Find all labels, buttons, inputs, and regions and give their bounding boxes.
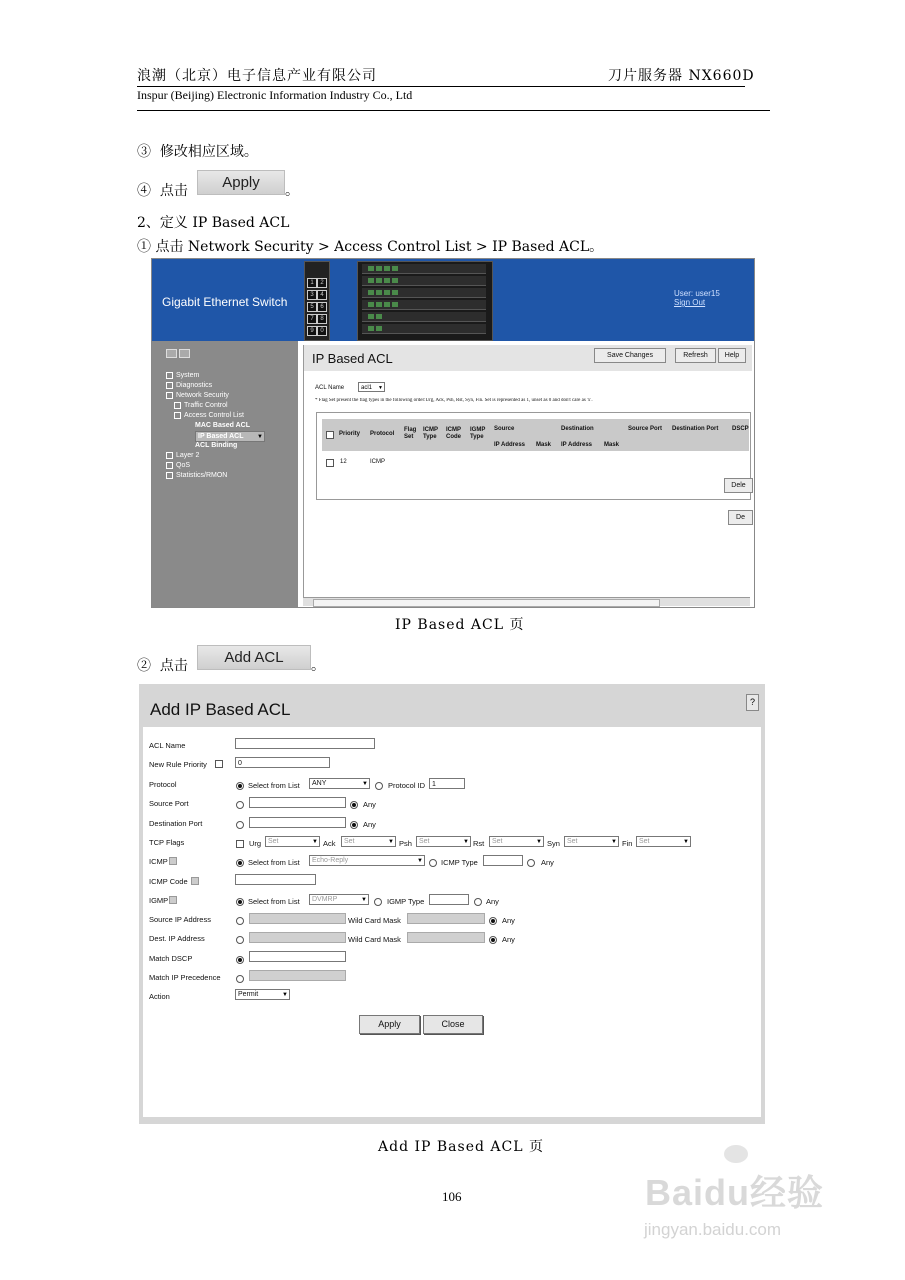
nav-mac-based-acl[interactable]: MAC Based ACL	[195, 422, 250, 429]
collapse-all-icon[interactable]	[179, 349, 190, 358]
nav-network-security[interactable]: Network Security	[166, 391, 229, 401]
header-company-en: Inspur (Beijing) Electronic Information Industry Co., Ltd	[137, 88, 413, 102]
caption-ip-based-acl: IP Based ACL 页	[395, 617, 525, 633]
col-destination-port: Destination Port	[672, 426, 719, 432]
flag-fin-select[interactable]: Set ▼	[636, 836, 691, 847]
dialog-title: Add IP Based ACL	[150, 700, 291, 719]
match-dscp-radio[interactable]	[236, 956, 244, 964]
protocol-id-input[interactable]: 1	[429, 778, 465, 789]
flag-rst-label: Rst	[473, 839, 485, 848]
flag-urg-label: Urg	[249, 839, 262, 848]
icmp-code-checkbox[interactable]	[191, 877, 199, 885]
dest-ip-any: Any	[502, 935, 515, 944]
col-protocol: Protocol	[370, 431, 395, 437]
source-port-input[interactable]	[249, 797, 346, 808]
tcp-flags-label: TCP Flags	[149, 838, 185, 847]
igmp-any: Any	[486, 897, 499, 906]
add-ip-based-acl-screenshot	[139, 684, 765, 1124]
source-ip-radio[interactable]	[236, 917, 244, 925]
source-wildcard-label: Wild Card Mask	[348, 916, 401, 925]
scroll-thumb[interactable]	[313, 599, 660, 607]
match-ip-precedence-radio[interactable]	[236, 975, 244, 983]
step-2: ② 点击	[137, 658, 188, 674]
watermark-url: jingyan.baidu.com	[644, 1220, 782, 1239]
igmp-label: IGMP	[149, 896, 169, 905]
save-changes-button[interactable]: Save Changes	[594, 348, 666, 363]
protocol-id-radio[interactable]	[375, 782, 383, 790]
col-dest-mask: Mask	[604, 442, 620, 448]
source-port-radio[interactable]	[236, 801, 244, 809]
flag-fin-label: Fin	[622, 839, 633, 848]
sidebar	[152, 341, 298, 607]
user-label: User: user15	[674, 289, 720, 298]
icmp-any-radio[interactable]	[527, 859, 535, 867]
nav-statistics-rmon[interactable]: Statistics/RMON	[166, 471, 227, 481]
nav-system[interactable]: System	[166, 371, 199, 381]
priority-input[interactable]: 0	[235, 757, 330, 768]
plus-icon	[166, 452, 173, 459]
header-divider	[137, 86, 745, 87]
switch-device-image: 1 2 3 4 5 6 7 8 9 0	[304, 261, 330, 341]
dest-ip-any-radio[interactable]	[489, 936, 497, 944]
horizontal-scrollbar[interactable]	[303, 597, 750, 606]
flag-syn-label: Syn	[547, 839, 560, 848]
source-wildcard-input[interactable]	[407, 913, 485, 924]
header-rule	[137, 110, 770, 111]
match-ip-precedence-input[interactable]	[249, 970, 346, 981]
igmp-type-radio[interactable]	[374, 898, 382, 906]
destination-port-radio[interactable]	[236, 821, 244, 829]
source-port-label: Source Port	[149, 799, 189, 808]
refresh-button[interactable]: Refresh	[675, 348, 716, 363]
header-company-cn: 浪潮（北京）电子信息产业有限公司	[137, 68, 377, 84]
minus-icon	[174, 412, 181, 419]
icmp-select-from-list: Select from List	[248, 858, 300, 867]
destination-port-input[interactable]	[249, 817, 346, 828]
row-checkbox[interactable]	[326, 459, 334, 467]
acl-name-label: ACL Name	[149, 741, 186, 750]
acl-name-input[interactable]	[235, 738, 375, 749]
acl-name-select[interactable]: acl1 ▼	[358, 382, 385, 392]
destination-port-any-radio[interactable]	[350, 821, 358, 829]
flag-urg-select[interactable]: Set ▼	[265, 836, 320, 847]
col-source-ip: IP Address	[494, 442, 526, 448]
col-icmp-type: ICMP Type	[423, 427, 438, 440]
source-port-any-radio[interactable]	[350, 801, 358, 809]
caption-add-ip-based-acl: Add IP Based ACL 页	[378, 1139, 544, 1155]
nav-qos[interactable]: QoS	[166, 461, 190, 471]
header-product: 刀片服务器 NX660D	[608, 68, 755, 84]
match-dscp-input[interactable]	[249, 951, 346, 962]
flag-rst-select[interactable]: Set ▼	[489, 836, 544, 847]
watermark-brand: Baidu经验	[645, 1172, 825, 1213]
tcp-flags-checkbox[interactable]	[236, 840, 244, 848]
flag-syn-select[interactable]: Set ▼	[564, 836, 619, 847]
col-destination: Destination	[561, 426, 594, 432]
sign-out-link[interactable]: Sign Out	[674, 298, 706, 307]
icmp-label: ICMP	[149, 857, 168, 866]
paw-icon	[724, 1145, 748, 1163]
source-ip-any-radio[interactable]	[489, 917, 497, 925]
protocol-select[interactable]: ANY ▼	[309, 778, 370, 789]
icmp-code-input[interactable]	[235, 874, 316, 885]
plus-icon	[166, 382, 173, 389]
col-flag-set: Flag Set	[404, 427, 417, 440]
igmp-type-input[interactable]	[429, 894, 469, 905]
apply-button-image: Apply	[197, 170, 285, 195]
icmp-checkbox[interactable]	[169, 857, 177, 865]
plus-icon	[166, 462, 173, 469]
col-dscp: DSCP	[732, 426, 749, 432]
icmp-type-input[interactable]	[483, 855, 523, 866]
destination-port-label: Destination Port	[149, 819, 203, 828]
nav-diagnostics[interactable]: Diagnostics	[166, 381, 212, 391]
col-igmp-type: IGMP Type	[470, 427, 486, 440]
flag-psh-label: Psh	[399, 839, 412, 848]
igmp-select[interactable]: DVMRP ▼	[309, 894, 369, 905]
match-ip-precedence-label: Match IP Precedence	[149, 973, 221, 982]
flag-psh-select[interactable]: Set ▼	[416, 836, 471, 847]
banner-title: Gigabit Ethernet Switch	[162, 295, 288, 309]
minus-icon	[166, 392, 173, 399]
igmp-checkbox[interactable]	[169, 896, 177, 904]
flag-note: * Flag Set present the flag types in the following order:Urg, Ack, Psh, Rst, Syn, Fin. Set is represented as 1, unset as 0 and don't care as 'x'.	[315, 398, 593, 403]
ip-based-acl-screenshot	[151, 258, 755, 608]
page-number: 106	[442, 1189, 462, 1204]
table-row	[322, 457, 749, 469]
content-area	[303, 345, 752, 601]
protocol-select-radio[interactable]	[236, 782, 244, 790]
icmp-code-label: ICMP Code	[149, 877, 188, 886]
step-1: ① 点击 Network Security > Access Control List > IP Based ACL。	[137, 239, 604, 255]
col-source: Source	[494, 426, 515, 432]
flag-ack-label: Ack	[323, 839, 336, 848]
icmp-type-label: ICMP Type	[441, 858, 478, 867]
col-dest-ip: IP Address	[561, 442, 593, 448]
new-rule-priority-label: New Rule Priority	[149, 760, 207, 769]
col-source-mask: Mask	[536, 442, 552, 448]
nav-ip-based-acl[interactable]: IP Based ACL ▼	[195, 431, 265, 442]
icmp-select-radio[interactable]	[236, 859, 244, 867]
close-button[interactable]: Close	[423, 1015, 483, 1034]
step-3: ③ 修改相应区域。	[137, 144, 258, 160]
source-ip-input[interactable]	[249, 913, 346, 924]
igmp-any-radio[interactable]	[474, 898, 482, 906]
plus-icon	[166, 472, 173, 479]
step-4-period: 。	[285, 183, 299, 199]
dest-wildcard-label: Wild Card Mask	[348, 935, 401, 944]
flag-ack-select[interactable]: Set ▼	[341, 836, 396, 847]
row-protocol: ICMP	[370, 459, 385, 465]
icmp-any: Any	[541, 858, 554, 867]
title-bar	[304, 345, 752, 371]
icmp-select[interactable]: Echo-Reply ▼	[309, 855, 425, 866]
nav-layer-2[interactable]: Layer 2	[166, 451, 199, 461]
igmp-type-label: IGMP Type	[387, 897, 425, 906]
action-label: Action	[149, 992, 170, 1001]
new-rule-priority-checkbox[interactable]	[215, 760, 223, 768]
blade-chassis-image	[357, 261, 493, 341]
help-icon[interactable]: ?	[746, 694, 759, 711]
section-heading: 2、定义 IP Based ACL	[137, 215, 290, 231]
chevron-down-icon: ▼	[378, 385, 383, 391]
igmp-select-from-list: Select from List	[248, 897, 300, 906]
nav-traffic-control[interactable]: Traffic Control	[174, 401, 228, 411]
dest-ip-label: Dest. IP Address	[149, 934, 205, 943]
user-info	[674, 289, 720, 307]
select-all-checkbox[interactable]	[326, 431, 334, 439]
dest-ip-radio[interactable]	[236, 936, 244, 944]
source-port-any: Any	[363, 800, 376, 809]
help-button[interactable]: Help	[718, 348, 746, 363]
delete-button-2[interactable]: De	[728, 510, 753, 525]
switch-banner	[152, 259, 754, 341]
col-priority: Priority	[339, 431, 361, 437]
action-select[interactable]: Permit ▼	[235, 989, 290, 1000]
form-area	[143, 727, 761, 1117]
page-title: IP Based ACL	[312, 351, 393, 366]
plus-icon	[166, 372, 173, 379]
add-acl-button-image: Add ACL	[197, 645, 311, 670]
destination-port-any: Any	[363, 820, 376, 829]
delete-button[interactable]: Dele	[724, 478, 753, 493]
source-ip-label: Source IP Address	[149, 915, 211, 924]
step-4: ④ 点击	[137, 183, 188, 199]
table-header	[322, 419, 749, 451]
protocol-label: Protocol	[149, 780, 177, 789]
nav-acl-binding[interactable]: ACL Binding	[195, 442, 238, 449]
source-ip-any: Any	[502, 916, 515, 925]
row-priority: 12	[340, 459, 347, 465]
match-dscp-label: Match DSCP	[149, 954, 193, 963]
nav-access-control-list[interactable]: Access Control List	[174, 411, 244, 421]
col-source-port: Source Port	[628, 426, 663, 432]
dest-wildcard-input[interactable]	[407, 932, 485, 943]
apply-button[interactable]: Apply	[359, 1015, 420, 1034]
acl-name-label: ACL Name	[315, 385, 345, 391]
step-2-period: 。	[311, 658, 325, 674]
igmp-select-radio[interactable]	[236, 898, 244, 906]
expand-all-icon[interactable]	[166, 349, 177, 358]
dest-ip-input[interactable]	[249, 932, 346, 943]
protocol-select-from-list: Select from List	[248, 781, 300, 790]
col-icmp-code: ICMP Code	[446, 427, 461, 440]
plus-icon	[174, 402, 181, 409]
icmp-type-radio[interactable]	[429, 859, 437, 867]
protocol-id-label: Protocol ID	[388, 781, 426, 790]
